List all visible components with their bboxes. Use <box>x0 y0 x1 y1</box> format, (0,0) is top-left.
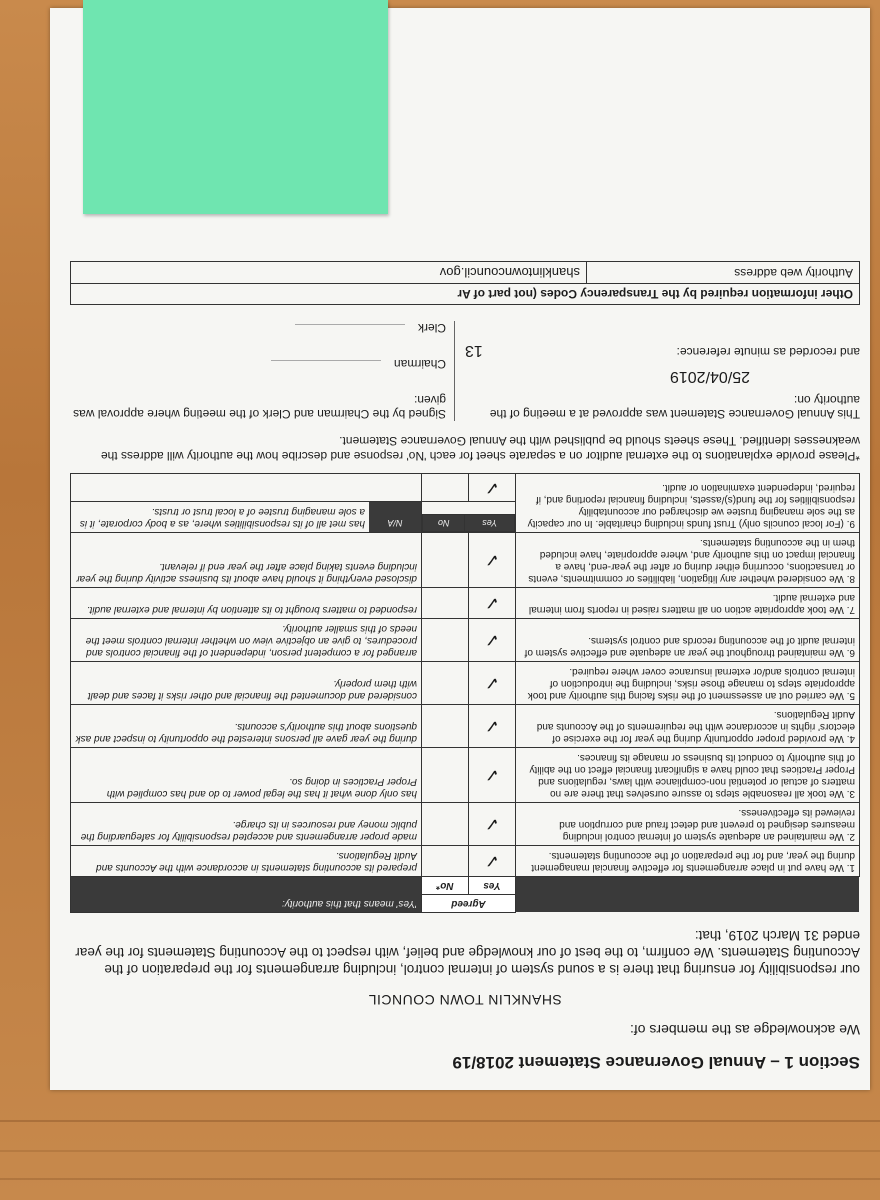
statement-text: 9. (For local councils only) Trust funds including charitable. In our capacity as the sole managing trustee we discharged our accountability responsibilities for the fund(s)/assets, including financial reporting and, if required, independent examination or audit. <box>516 474 860 533</box>
approval-left <box>455 321 860 421</box>
intro-paragraph: our responsibility for ensuring that there is a sound system of internal control, including arrangements for the preparation of the Accounting Statements. We confirm, to the best of our knowledge and belief, with respect to the Accounting Statements for the year ended 31 March 2019, that: <box>75 928 860 977</box>
no-box <box>422 588 469 619</box>
row9-empty <box>71 474 422 502</box>
means-header: 'Yes' means that this authority: <box>71 877 422 913</box>
row9-no-label: No <box>423 515 465 532</box>
table-row <box>71 803 860 846</box>
statement-meaning: has only done what it has the legal power to do and has complied with Proper Practices in doing so. <box>71 748 422 803</box>
yes-tick: ✓ <box>469 748 516 803</box>
statement-text: 7. We took appropriate action on all matters raised in reports from internal and external audit. <box>516 588 860 619</box>
minute-reference: 13 <box>465 342 483 359</box>
yes-tick: ✓ <box>469 533 516 588</box>
no-box <box>422 803 469 846</box>
yes-tick: ✓ <box>469 588 516 619</box>
chairman-line <box>70 357 446 375</box>
table-row <box>71 705 860 748</box>
statement-meaning: arranged for a competent person, independent of the financial controls and procedures, to give an objective view on whether internal controls meet the needs of this smaller authority. <box>71 619 422 662</box>
statement-text: 5. We carried out an assessment of the risks facing this authority and took appropriate steps to manage those risks, including the introduction of internal controls and/or external insurance cover where required. <box>516 662 860 705</box>
table-row <box>71 619 860 662</box>
statement-text: 4. We provided proper opportunity during the year for the exercise of electors' rights in accordance with the requirements of the Accounts and Audit Regulations. <box>516 705 860 748</box>
row9-desc-cell <box>71 502 422 533</box>
statement-meaning: disclosed everything it should have about its business activity during the year including events taking place after the year end if relevant. <box>71 533 422 588</box>
yes-tick: ✓ <box>469 803 516 846</box>
yes-tick: ✓ <box>469 846 516 877</box>
table-row <box>71 588 860 619</box>
table-row <box>71 533 860 588</box>
other-info-title: Other information required by the Transparency Codes (not part of Ar <box>71 283 859 304</box>
statement-meaning: has met all of its responsibilities where, as a body corporate, it is a sole managing trustee of a local trust or trusts. <box>79 506 365 529</box>
other-info-box <box>70 261 860 305</box>
no-box <box>422 619 469 662</box>
minute-line <box>465 341 860 359</box>
statement-text: 3. We took all reasonable steps to assure ourselves that there are no matters of actual or potential non-compliance with laws, regulations and Proper Practices that could have a significant financial effect on the ability of this authority to conduct its business or manage its finances. <box>516 748 860 803</box>
yes-header: Yes <box>469 877 516 895</box>
sticky-note <box>83 0 388 214</box>
footnote: *Please provide explanations to the external auditor on a separate sheet for each 'No' response and describe how the authority will address the weaknesses identified. These sheets should be published with the Annual Governance Statement. <box>100 434 860 463</box>
section-title: Section 1 – Annual Governance Statement 2018/19 <box>452 1053 860 1072</box>
governance-table <box>70 473 860 913</box>
signature-block <box>70 321 455 421</box>
no-box <box>422 662 469 705</box>
table-row-9 <box>71 502 860 533</box>
clerk-label: Clerk <box>417 321 446 335</box>
web-address-row <box>71 262 859 283</box>
statement-meaning: responded to matters brought to its attention by internal and external audit. <box>71 588 422 619</box>
header-spacer <box>516 895 860 913</box>
statement-text: 8. We considered whether any litigation, liabilities or commitments, events or transactions, occurring either during or after the year-end, have a financial impact on this authority and, where appropriate, have included them in the accounting statements. <box>516 533 860 588</box>
no-box <box>422 705 469 748</box>
yes-tick: ✓ <box>469 662 516 705</box>
acknowledgement: We acknowledge as the members of: <box>629 1022 860 1038</box>
council-name: SHANKLIN TOWN COUNCIL <box>368 992 562 1008</box>
statement-text: 2. We maintained an adequate system of internal control including measures designed to prevent and detect fraud and corruption and reviewed its effectiveness. <box>516 803 860 846</box>
clerk-signature <box>295 324 405 339</box>
agreed-header: Agreed <box>422 895 516 913</box>
statement-meaning: made proper arrangements and accepted responsibility for safeguarding the public money and resources in its charge. <box>71 803 422 846</box>
web-address-label: Authority web address <box>586 262 859 283</box>
statement-text: 1. We have put in place arrangements for effective financial management during the year, and for the preparation of the accounting statements. <box>516 846 860 877</box>
table-row <box>71 748 860 803</box>
row9-na-label: N/A <box>369 502 421 532</box>
statement-meaning: during the year gave all persons interested the opportunity to inspect and ask questions about this authority's accounts. <box>71 705 422 748</box>
approval-date: 25/04/2019 <box>669 368 750 385</box>
signed-text: Signed by the Chairman and Clerk of the meeting where approval was given: <box>73 393 446 421</box>
clerk-line <box>70 321 446 339</box>
chairman-signature <box>271 360 381 375</box>
header-spacer-2 <box>516 877 860 895</box>
approval-section <box>70 321 860 421</box>
statement-text: 6. We maintained throughout the year an adequate and effective system of internal audit of the accounting records and control systems. <box>516 619 860 662</box>
statement-meaning: prepared its accounting statements in accordance with the Accounts and Audit Regulations. <box>71 846 422 877</box>
web-address-value: shanklintowncouncil.gov <box>439 265 580 280</box>
yes-tick: ✓ <box>469 705 516 748</box>
table-row <box>71 662 860 705</box>
yes-tick: ✓ <box>469 474 516 502</box>
no-header: No* <box>422 877 469 895</box>
table-row <box>71 846 860 877</box>
statement-rows <box>71 533 860 877</box>
row9-yes-label: Yes <box>465 515 515 532</box>
no-box <box>422 748 469 803</box>
row9-sub <box>422 502 516 533</box>
no-box <box>422 474 469 502</box>
minute-text: and recorded as minute reference: <box>676 345 860 359</box>
statement-meaning: considered and documented the financial and other risks it faces and dealt with them properly. <box>71 662 422 705</box>
chairman-label: Chairman <box>393 357 446 371</box>
no-box <box>422 846 469 877</box>
no-box <box>422 533 469 588</box>
approval-text: This Annual Governance Statement was approved at a meeting of the authority on: <box>489 393 860 421</box>
yes-tick: ✓ <box>469 619 516 662</box>
